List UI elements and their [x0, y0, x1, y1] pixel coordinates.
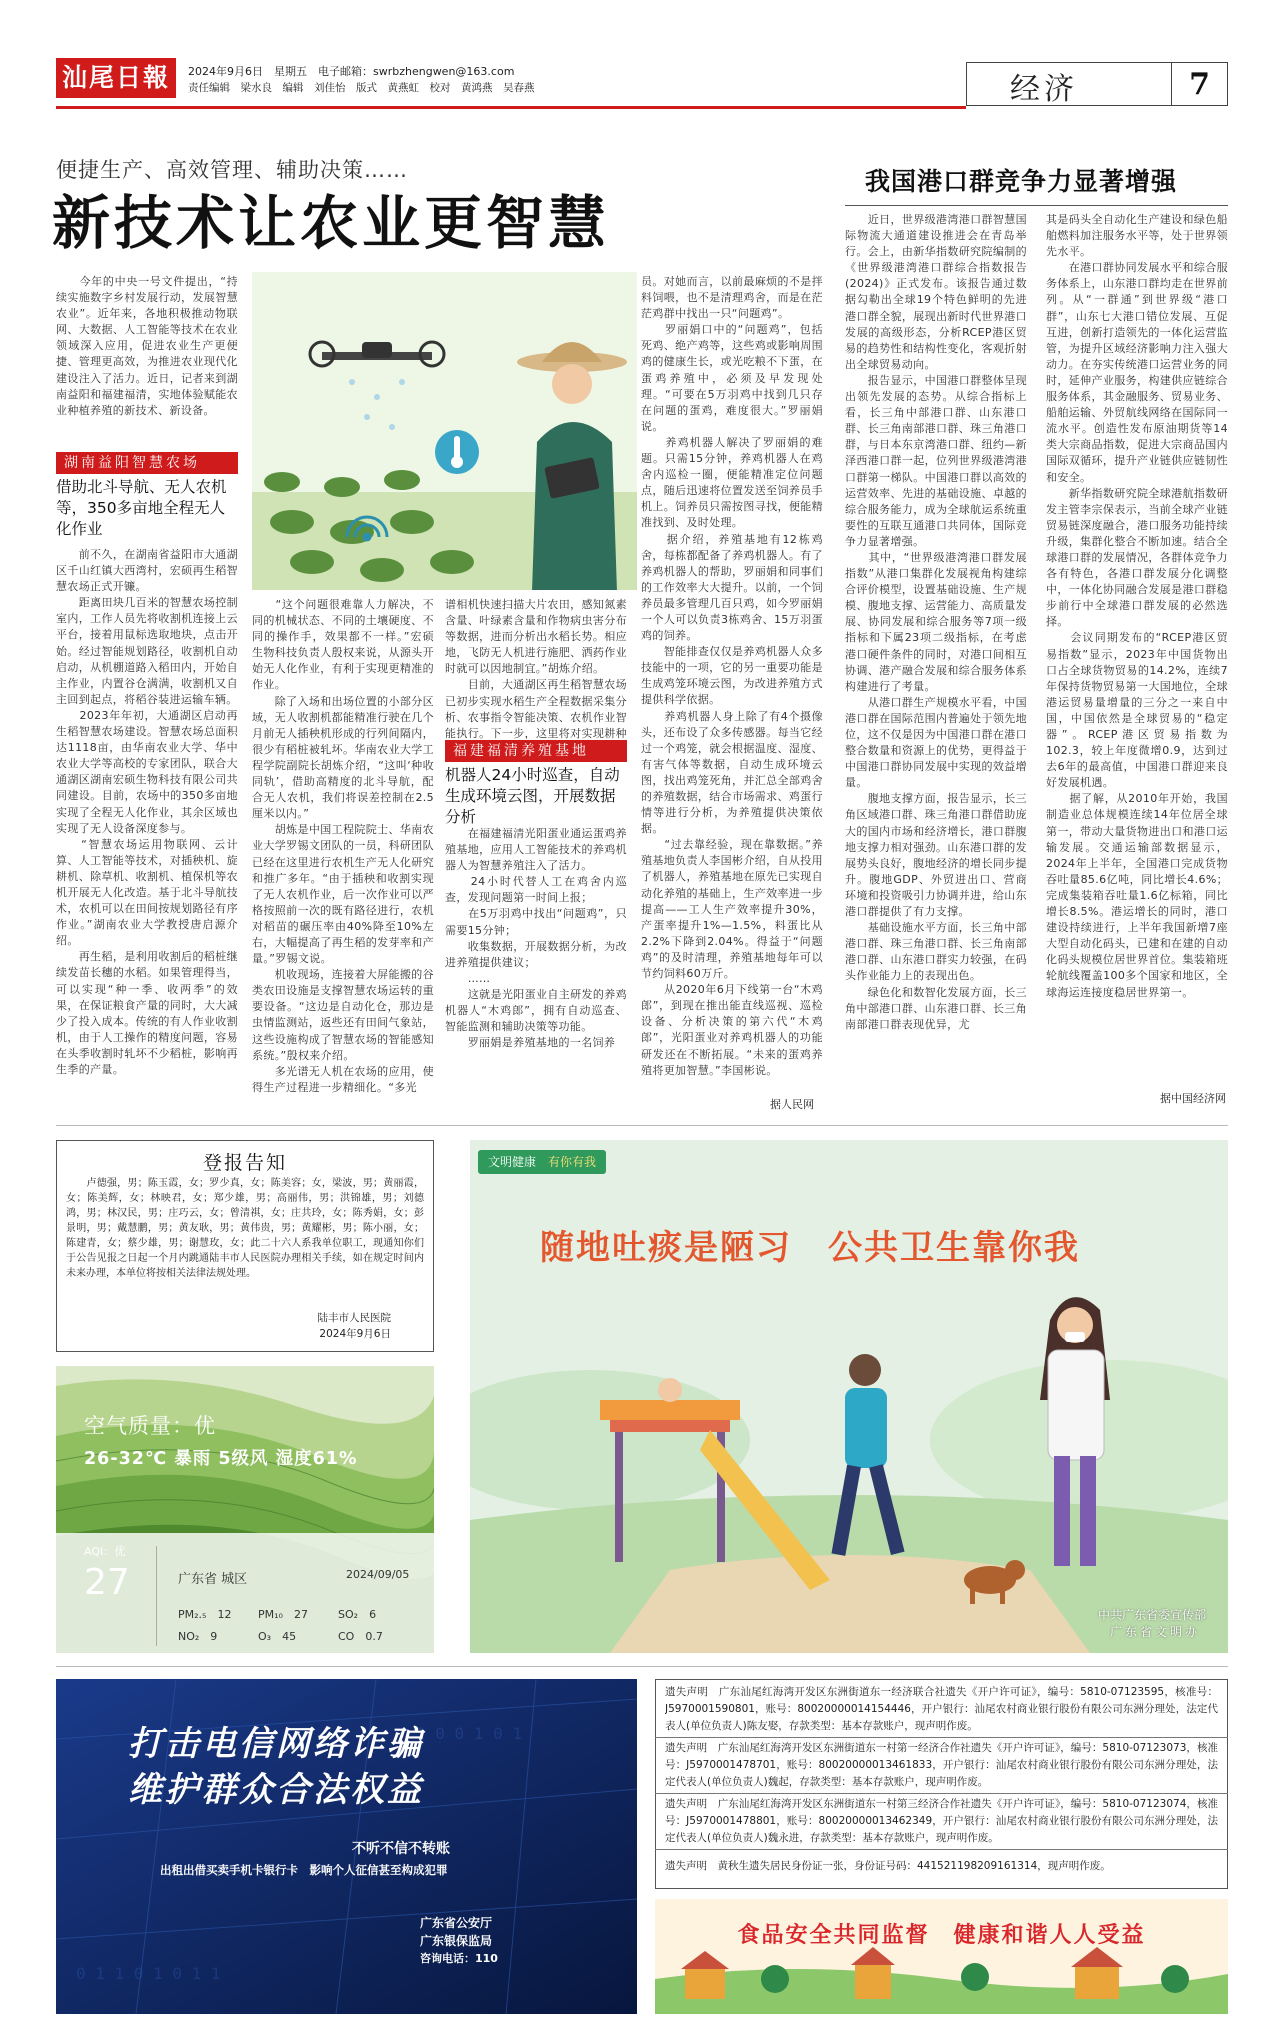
section-label-hunan: 湖南益阳智慧农场 — [56, 452, 238, 474]
lead-col4-text: 员。对她而言，以前最麻烦的不是拌料饲喂，也不是清理鸡舍，而是在茫茫鸡群中找出一只“问题鸡”。 罗丽娟口中的“问题鸡”，包括死鸡、绝产鸡等，这些鸡或影响周围鸡的健康生长，或光吃粮不下蛋，在蛋鸡养殖中，必须及早发现处理。“可要在5万羽鸡中找到几只存在问题的蛋鸡，难度很大。”罗丽娟说。 养鸡机器人解决了罗丽娟的难题。只需15分钟，养鸡机器人在鸡舍内巡检一圈，便能精准定位问题点，随后迅速将位置发送至饲养员手机上。饲养员只需按图寻找，便能精准找到、及时处理。 据介绍，养殖基地有12栋鸡舍，每栋都配备了养鸡机器人。有了养鸡机器人的帮助，罗丽娟和同事们的工作效率大大提升。以前，一个饲养员最多管理几百只鸡，如今罗丽娟一个人可以负责3栋鸡舍、15万羽蛋鸡的饲养。 智能排查仅仅是养鸡机器人众多技能中的一项，它的另一重要功能是生成鸡笼环境云图，为改进养殖方式提供科学依据。 养鸡机器人身上除了有4个摄像头，还布设了众多传感器。每当它经过一个鸡笼，就会根据温度、湿度、有害气体等数据，自动生成环境云图，找出鸡笼死角，并汇总全部鸡舍的养殖数据，结合市场需求、鸡蛋行情等进行分析，为养殖提供决策依据。 “过去靠经验，现在靠数据。”养殖基地负责人李国彬介绍，自从投用了机器人，养殖基地在原先已实现自动化养殖的基础上，生产效率进一步提高——工人生产效率提升30%，产蛋率提升1%—1.5%，料蛋比从2.2%下降到2.04%。得益于“问题鸡”的及时清理，养殖基地每年可以节约饲料60万斤。 从2020年6月下线第一台“木鸡郎”，到现在推出能直线巡视、巡检设备、分析决策的第六代“木鸡郎”，光阳蛋业对养鸡机器人的功能研发还在不断拓展。“未来的蛋鸡养殖将更加智慧。”李国彬说。 — [641, 275, 823, 1077]
pollutant-pm10: PM₁₀ 27 — [258, 1608, 308, 1621]
fraud-hotline: 咨询电话：110 — [420, 1952, 498, 1965]
hygiene-poster — [470, 1140, 1228, 1653]
fraud-line-2: 维护群众合法权益 — [128, 1770, 424, 1810]
aqi-separator — [156, 1546, 157, 1646]
middle-divider — [56, 1125, 1228, 1126]
right-rule — [845, 205, 1228, 206]
lost-notice-4: 遗失声明 黄秋生遗失居民身份证一张，身份证号码：441521198209161314，现声明作废。 — [665, 1860, 1111, 1872]
fraud-org-1: 广东省公安厅 — [420, 1916, 493, 1930]
section-title: 经济 — [1010, 72, 1078, 107]
poster-org-1: 中共广东省委宣传部 — [1098, 1608, 1207, 1622]
section-title-hunan: 借助北斗导航、无人农机等，350多亩地全程无人化作业 — [56, 478, 227, 538]
right-col2-text: 其是码头全自动化生产建设和绿色船舶燃料加注服务水平等，处于世界领先水平。 在港口群协同发展水平和综合服务体系上，山东港口群均走在世界前列。从“一群通”到世界级“港口群”，山东七大港口错位发展、互促互进，创新打造领先的一体化运营监管，为提升区域经济影响力注入强大动力。在夯实传统港口运营业务的同时，延伸产业服务，构建供应链综合服务体系，其金融服务、贸易业务、船舶运输、外贸航线网络在国际同一流水平。创造性发布原油期货等14类大宗商品指数，促进大宗商品国内国际双循环，提升产业链供应链韧性和安全。 新华指数研究院全球港航指数研发主管李宗保表示，当前全球产业链贸易链深度融合，港口服务功能持续升级，集群化整合不断加速。结合全球港口群的发展情况，各群体竞争力各有特色，各港口群发展分化调整中，一体化协同融合发展是港口群稳步前行中全球港口群发展的必然选择。 会议同期发布的“RCEP港区贸易指数”显示，2023年中国货物出口占全球货物贸易的14.2%，连续7年保持货物贸易第一大国地位，全球港运贸易量增量的三分之一来自中国，中国依然是全球贸易的“稳定器”。RCEP港区贸易指数为102.3，较上年度微增0.9，达到过去6年的最高值，中国港口群迎来良好发展机遇。 据了解，从2010年开始，我国制造业总体规模连续14年位居全球第一，带动大量货物进出口和港口运输发展。交通运输部数据显示，2024年上半年，全国港口完成货物吞吐量85.6亿吨，同比增长4.6%；完成集装箱吞吐量1.6亿标箱，同比增长8.5%。港运增长的同时，港口建设持续进行，上半年我国新增7座大型自动化码头，已建和在建的自动化码头规模位居世界首位。集装箱班轮航线覆盖100多个国家和地区，全球海运连接度稳居世界第一。 — [1046, 213, 1228, 999]
pollutant-o3: O₃ 45 — [258, 1630, 297, 1643]
fraud-line-4: 出租出借买卖手机卡银行卡 影响个人征信甚至构成犯罪 — [160, 1863, 448, 1877]
aqi-label: AQI：优 — [84, 1545, 126, 1558]
lost-notice-1: 遗失声明 广东汕尾红海湾开发区东洲街道东一经济联合社遗失《开户许可证》，编号：5810-07123595，核准号：J5970001590801，账号：80020000014154446，开户银行：汕尾农村商业银行股份有限公司东洲分理处，法定代表人(单位负责人)陈友娶，存款类型：基本存款账户，现声明作废。 — [665, 1686, 1218, 1732]
aqi-value: 27 — [84, 1562, 130, 1603]
food-safety-banner — [655, 1899, 1228, 2014]
masthead — [0, 0, 1285, 110]
lead-kicker: 便捷生产、高效管理、辅助决策…… — [56, 158, 408, 182]
forecast-text: 26-32℃ 暴雨 5级风 湿度61% — [84, 1449, 358, 1469]
section-label-fujian: 福建福清养殖基地 — [445, 740, 627, 762]
masthead-rule — [56, 106, 966, 109]
fraud-line-1: 打击电信网络诈骗 — [128, 1724, 424, 1764]
smart-farm-illustration — [252, 272, 637, 590]
poster-org-2: 广东省文明办 — [1110, 1625, 1201, 1639]
right-source: 据中国经济网 — [1160, 1092, 1226, 1105]
lead-col3-text: 谱相机快速扫描大片农田，感知氮素含量、叶绿素含量和作物病虫害分布等数据，进而分析出水稻长势。相应地，飞防无人机进行施肥、洒药作业时就可以因地制宜。”胡炼介绍。 目前，大通湖区再生稻智慧农场已初步实现水稻生产全程数据采集分析、农事指令智能决策、农机作业智能执行。下一步，这里将对实现耕种 — [445, 598, 627, 739]
weather-location: 广东省 城区 — [178, 1572, 248, 1587]
editors-line: 责任编辑 梁水良 编辑 刘佳怡 版式 黄燕虹 校对 黄鸿燕 吴春燕 — [188, 82, 535, 94]
svg-text:0 1 1 0 1 0 1 1: 0 1 1 0 1 0 1 1 — [76, 1964, 221, 1983]
lead-source: 据人民网 — [770, 1098, 814, 1111]
lower-divider — [56, 1666, 1228, 1667]
pollutant-grid — [178, 1606, 418, 1644]
notice-body: 卢德强，男；陈玉霞，女；罗少真，女；陈美容；女，梁波，男；黄丽霞，女；陈美辉，女；林映君，女；郑少雄，男；高丽伟，男；洪锦雄，男；刘德鸿，男；林汉民，男；庄巧云，女；曾清祺，女；庄共玲，女；陈秀娟，女；彭景明，男；戴慧鹏，男；黄友耿，男；黄伟贵，男；黄耀彬，男；陈小丽，女；陈建青，女；蔡少雄，男；谢慧玫，女；此二十六人系我单位职工，现通知你们于公告见报之日起一个月内跳通陆丰市人民医院办理相关手续，如在规定时间内未来办理，本单位将按相关法律法规处理。 — [66, 1178, 424, 1279]
poster-tag: 文明健康 有你有我 — [478, 1150, 606, 1174]
date-line: 2024年9月6日 星期五 电子邮箱：swrbzhengwen@163.com — [188, 65, 515, 78]
page-number: 7 — [1172, 62, 1228, 106]
fraud-org-2: 广东银保监局 — [420, 1934, 493, 1948]
lead-headline: 新技术让农业更智慧 — [52, 189, 611, 257]
lead-col3b-text: 在福建福清光阳蛋业通运蛋鸡养殖基地，应用人工智能技术的养鸡机器人为智慧养殖注入了活力。 24小时代替人工在鸡舍内巡查，发现问题第一时间上报； 在5万羽鸡中找出“问题鸡”，只需要15分钟； 收集数据，开展数据分析，为改进养殖提供建议； …… 这就是光阳蛋业自主研发的养鸡机器人“木鸡郎”，拥有自动巡查、智能监测和辅助决策等功能。 罗丽娟是养殖基地的一名饲养 — [445, 827, 627, 1050]
air-quality-text: 空气质量：优 — [84, 1414, 216, 1438]
lost-divider-3 — [655, 1849, 1228, 1850]
notice-title: 登报告知 — [202, 1152, 287, 1174]
pollutant-co: CO 0.7 — [338, 1630, 383, 1643]
newspaper-logo: 汕尾日報 — [56, 58, 176, 98]
right-headline: 我国港口群竞争力显著增强 — [865, 167, 1178, 196]
lost-notice-3: 遗失声明 广东汕尾红海湾开发区东洲街道东一村第三经济合作社遗失《开户许可证》，编号：5810-07123074，核准号：J5970001478801，账号：80020000013462349，开户银行：汕尾农村商业银行股份有限公司东洲分理处，法定代表人(单位负责人)魏永进，存款类型：基本存款账户，现声明作废。 — [665, 1798, 1218, 1844]
food-safety-slogan: 食品安全共同监督 健康和谐人人受益 — [737, 1923, 1146, 1948]
weather-date: 2024/09/05 — [346, 1568, 410, 1581]
poster-slogan: 随地吐痰是陋习 公共卫生靠你我 — [540, 1228, 1080, 1268]
notice-date: 2024年9月6日 — [319, 1328, 391, 1340]
pollutant-pm25: PM₂.₅ 12 — [178, 1608, 232, 1621]
pollutant-no2: NO₂ 9 — [178, 1630, 218, 1643]
lead-col2-text: “这个问题很难靠人力解决，不同的机械状态、不同的土壤硬度、不同的操作手，效果都不一样。”宏硕生物科技负责人殷权来说，从源头开始无人化作业，有利于实现更精准的作业。 除了入场和出场位置的小部分区域，无人收割机都能精准行驶在几个月前无人插秧机形成的行列间隔内，很少有稻桩被轧坏。华南农业大学工程学院副院长胡炼介绍，“这叫‘种收同轨’，借助高精度的北斗导航，配合无人农机，我们将误差控制在2.5厘米以内。” 胡炼是中国工程院院士、华南农业大学罗锡文团队的一员，科研团队已经在这里进行农机生产无人化研究和推广多年。“由于插秧和收割实现了无人农机作业，后一次作业可以严格按照前一次的既有路径进行，农机对稻苗的碾压率由40%降至10%左右，大幅提高了再生稻的发芽率和产量。”罗锡文说。 机收现场，连接着大屏能搬的谷类农田设施是支撑智慧农场运转的重要设备。“这边是自动化仓，那边是虫情监测站，返些还有田间气象站，这些设施构成了智慧农场的智能感知系统。”殷权来介绍。 多光谱无人机在农场的应用，使得生产过程进一步精细化。“多光 — [252, 598, 434, 1094]
notice-org: 陆丰市人民医院 — [317, 1312, 391, 1324]
lead-intro: 今年的中央一号文件提出，“持续实施数字乡村发展行动，发展智慧农业”。近年来，各地积极推动物联网、大数据、人工智能等技术在农业领域深入应用，促进农业生产更便捷、管理更高效，为推进农业现代化建设注入了活力。近日，记者来到湖南益阳和福建福清，实地体验赋能农业种植养殖的新技术、新设备。 — [56, 275, 238, 417]
lost-divider-1 — [655, 1737, 1228, 1738]
lead-col1-text: 前不久，在湖南省益阳市大通湖区千山红镇大西湾村，宏硕再生稻智慧农场正式开镰。 距离田块几百米的智慧农场控制室内，工作人员先将收割机连接上云平台，接着用鼠标选取地块，点击开始。经过智能规划路径，收割机自动启动，从机棚道路入稻田内，开始自主作业，内置谷仓满满，收割机又自主回到起点，将稻谷装进运输车辆。 2023年年初，大通湖区启动再生稻智慧农场建设。智慧农场总面积达1118亩，由华南农业大学、华中农业大学等高校的专家团队，联合大通湖区湖南宏硕生物科技有限公司共同建设。目前，农场中的350多亩地实现了全程无人化作业，其余区域也实现了无人设备深度参与。 “智慧农场运用物联网、云计算、人工智能等技术，对插秧机、旋耕机、除草机、收割机、植保机等农机开展无人化改造。基于北斗导航技术，农机可以在田间按规划路径有序作业。”湖南农业大学教授唐启源介绍。 再生稻，是利用收割后的稻桩继续发苗长穗的水稻。如果管理得当，可以实现“种一季、收两季”的效果，在保证粮食产量的同时，大大减少了投入成本。传统的有人作业收割机，由于人工操作的精度问题，容易在头季收割时轧坏不少稻桩，影响再生季的产量。 — [56, 548, 238, 1076]
pollutant-so2: SO₂ 6 — [338, 1608, 377, 1621]
lost-notice-2: 遗失声明 广东汕尾红海湾开发区东洲街道东一村第一经济合作社遗失《开户许可证》，编号：5810-07123073，核准号：J5970001478701，账号：80020000013461833，开户银行：汕尾农村商业银行股份有限公司东洲分理处，法定代表人(单位负责人)魏起，存款类型：基本存款账户，现声明作废。 — [665, 1742, 1218, 1788]
section-title-fujian: 机器人24小时巡查，自动生成环境云图，开展数据分析 — [445, 766, 620, 826]
right-col1-text: 近日，世界级港湾港口群智慧国际物流大通道建设推进会在青岛举行。会上，由新华指数研究院编制的《世界级港湾港口群综合指数报告(2024)》正式发布。该报告通过数据勾勒出全球19个特色鲜明的先进港口群全貌，展现出新时代世界港口发展的高级形态，分析RCEP港区贸易的趋势性和结构性变化，客观折射出全球贸易动向。 报告显示，中国港口群整体呈现出领先发展的态势。从综合指标上看，长三角中部港口群、山东港口群、长三角南部港口群、珠三角港口群，与日本东京湾港口群、纽约—新泽西港口群一起，位列世界级港湾港口群第一梯队。中国港口群以高效的运营效率、先进的基础设施、卓越的综合服务能力，成为全球航运系统重要性的互联互通港口共同体，国际竞争力显著增强。 其中，“世界级港湾港口群发展指数”从港口集群化发展视角构建综合评价模型，设置基础设施、生产规模、腹地支撑、运营能力、高质量发展、协同发展和综合服务等7项一级指标和下属23项二级指标，在考虑港口硬件条件的同时，对港口间相互协调、港产融合发展和综合服务体系构建进行了考量。 从港口群生产规模水平看，中国港口群在国际范围内普遍处于领先地位，这不仅是因为中国港口群在港口整合数量和资源上的优势，更得益于中国港口群协同发展中实现的效益增量。 腹地支撑方面，报告显示，长三角区域港口群、珠三角港口群借助庞大的国内市场和经济增长，港口群腹地支撑力相对强劲。山东港口群的发展势头良好，腹地经济的增长同步提升。腹地GDP、外贸进出口、营商环境和投资吸引力协调并进，给山东港口群提供了有力支撑。 基础设施水平方面，长三角中部港口群、珠三角港口群、长三角南部港口群、山东港口群实力较强，在码头作业能力上的表现出色。 绿色化和数智化发展方面，长三角中部港口群、山东港口群、长三角南部港口群表现优异，尤 — [845, 213, 1027, 1031]
lost-divider-2 — [655, 1793, 1228, 1794]
svg-text:1 0 0 1 0 1: 1 0 0 1 0 1 — [416, 1724, 522, 1743]
fraud-line-3: 不听不信不转账 — [352, 1841, 450, 1857]
